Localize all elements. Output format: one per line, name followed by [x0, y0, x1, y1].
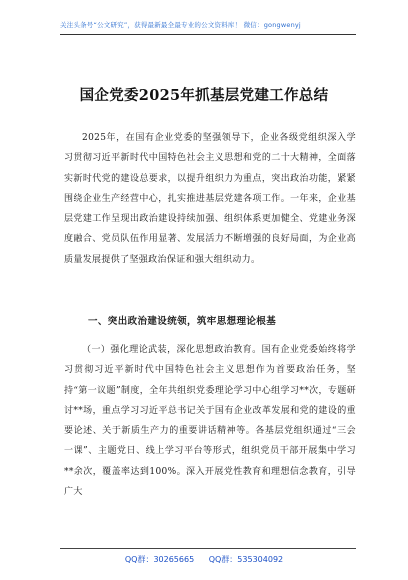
document-title: 国企党委2025年抓基层党建工作总结 — [79, 87, 329, 104]
footer — [0, 554, 408, 565]
header-banner: 关注头条号“公文研究”，获得最新最全最专业的公文资料库！ 微信：gongwenyj — [60, 21, 301, 29]
section-heading: 一、突出政治建设统领，筑牢思想理论根基 — [88, 316, 277, 327]
section-paragraph: （一）强化理论武装，深化思想政治教育。国有企业党委始终将学习贯彻习近平新时代中国特色社会主义思想作为首要政治任务，坚持“第一议题”制度，全年共组织党委理论学习中心组学习**次，专题研讨**场，重点学习习近平总书记关于国有企业改革发展和党的建设的重要论述、关于新质生产力的重要讲话精神等。各基层党组织通过“三会一课”、主题党日、线上学习平台等形式，组织党员干部开展集中学习**余次，覆盖率达到100%。深入开展党性教育和理想信念教育，引导广大 — [64, 345, 356, 498]
footer-divider — [60, 548, 356, 549]
header-divider — [60, 34, 356, 35]
intro-paragraph: 2025年，在国有企业党委的坚强领导下，企业各级党组织深入学习贯彻习近平新时代中国特色社会主义思想和党的二十大精神，全面落实新时代党的建设总要求，以提升组织力为重点，突出政治功能，紧紧围绕企业生产经营中心，扎实推进基层党建各项工作。一年来，企业基层党建工作呈现出政治建设持续加强、组织体系更加健全、党建业务深度融合、党员队伍作用显著、发展活力不断增强的良好局面，为企业高质量发展提供了坚强政治保证和强大组织动力。 — [64, 133, 356, 265]
footer-qq-group-1: QQ群：30265665 — [124, 555, 195, 564]
footer-qq-group-2: QQ群：535304092 — [208, 555, 284, 564]
